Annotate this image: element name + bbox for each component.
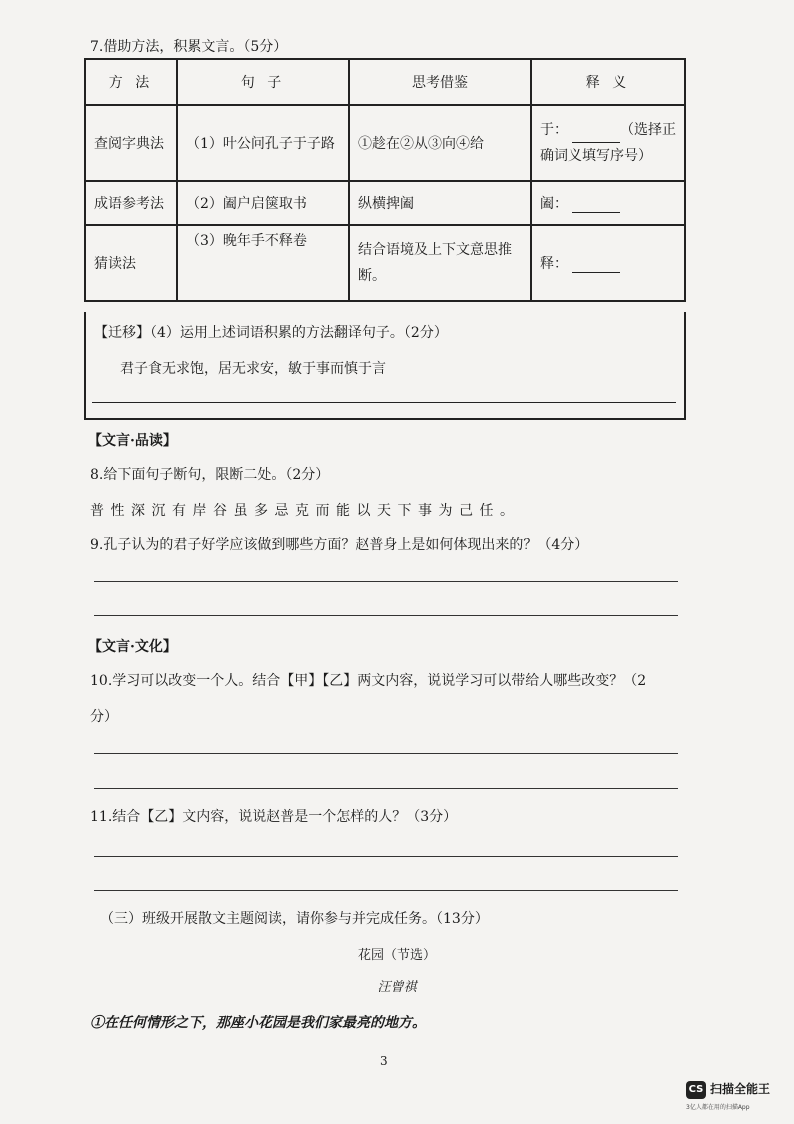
q8-title: 8.给下面句子断句，限断二处。（2分） (90, 467, 330, 483)
camscanner-logo-icon: CS (686, 1081, 706, 1099)
transfer-label: 【迁移】（4）运用上述词语积累的方法翻译句子。（2分） (94, 325, 448, 341)
meaning-prefix: 于： (540, 122, 568, 138)
q11-title: 11.结合【乙】文内容，说说赵普是一个怎样的人？（3分） (90, 809, 458, 825)
answer-line[interactable] (94, 788, 678, 789)
answer-blank[interactable] (572, 128, 620, 143)
answer-line[interactable] (92, 402, 676, 403)
methods-table (84, 58, 686, 302)
table-header-row (85, 59, 685, 105)
scanner-watermark (686, 1080, 786, 1118)
cell-method: 猜读法 (85, 225, 177, 301)
meaning-prefix: 阖： (540, 196, 568, 212)
answer-line[interactable] (94, 581, 678, 582)
watermark-tagline: 3亿人都在用的扫描App (686, 1104, 750, 1111)
cell-sentence: （3）晚年手不释卷 (177, 225, 349, 301)
cell-meaning (531, 105, 685, 181)
answer-blank[interactable] (572, 198, 620, 213)
essay-first-paragraph: ①在任何情形之下，那座小花园是我们家最亮的地方。 (90, 1015, 426, 1031)
header-meaning: 释 义 (531, 59, 685, 105)
section-reading-heading: 【文言·品读】 (88, 433, 177, 449)
table-row (85, 181, 685, 225)
meaning-prefix: 释： (540, 256, 568, 272)
header-method: 方 法 (85, 59, 177, 105)
q7-title: 7.借助方法，积累文言。（5分） (90, 39, 288, 55)
essay-author: 汪曾祺 (377, 980, 417, 995)
cell-method: 成语参考法 (85, 181, 177, 225)
table-row (85, 225, 685, 301)
watermark-brand: 扫描全能王 (710, 1082, 771, 1096)
q8-sentence: 普性深沉有岸谷虽多忌克而能以天下事为己任。 (90, 503, 521, 519)
answer-blank[interactable] (572, 258, 620, 273)
page-number: 3 (380, 1054, 388, 1068)
meaning-suffix: （选择正确词义填写序号） (540, 122, 676, 164)
answer-line[interactable] (94, 856, 678, 857)
cell-reference: 纵横捭阖 (349, 181, 531, 225)
section-culture-heading: 【文言·文化】 (88, 639, 177, 655)
transfer-box (84, 312, 686, 420)
cell-reference: ①趁在②从③向④给 (349, 105, 531, 181)
table-row (85, 105, 685, 181)
header-reference: 思考借鉴 (349, 59, 531, 105)
cell-sentence: （1）叶公问孔子于子路 (177, 105, 349, 181)
transfer-sentence: 君子食无求饱，居无求安，敏于事而慎于言 (120, 361, 386, 377)
q10-title-line2: 分） (90, 709, 118, 725)
q9-title: 9.孔子认为的君子好学应该做到哪些方面？赵普身上是如何体现出来的？（4分） (90, 537, 589, 553)
cell-method: 查阅字典法 (85, 105, 177, 181)
cell-reference: 结合语境及上下文意思推断。 (349, 225, 531, 301)
answer-line[interactable] (94, 615, 678, 616)
part3-title: （三）班级开展散文主题阅读，请你参与并完成任务。（13分） (100, 911, 489, 927)
q10-title-line1: 10.学习可以改变一个人。结合【甲】【乙】两文内容，说说学习可以带给人哪些改变？（2 (90, 673, 647, 689)
answer-line[interactable] (94, 890, 678, 891)
header-sentence: 句 子 (177, 59, 349, 105)
cell-meaning (531, 181, 685, 225)
cell-sentence: （2）阖户启箧取书 (177, 181, 349, 225)
essay-title: 花园（节选） (357, 948, 436, 963)
answer-line[interactable] (94, 753, 678, 754)
cell-meaning (531, 225, 685, 301)
